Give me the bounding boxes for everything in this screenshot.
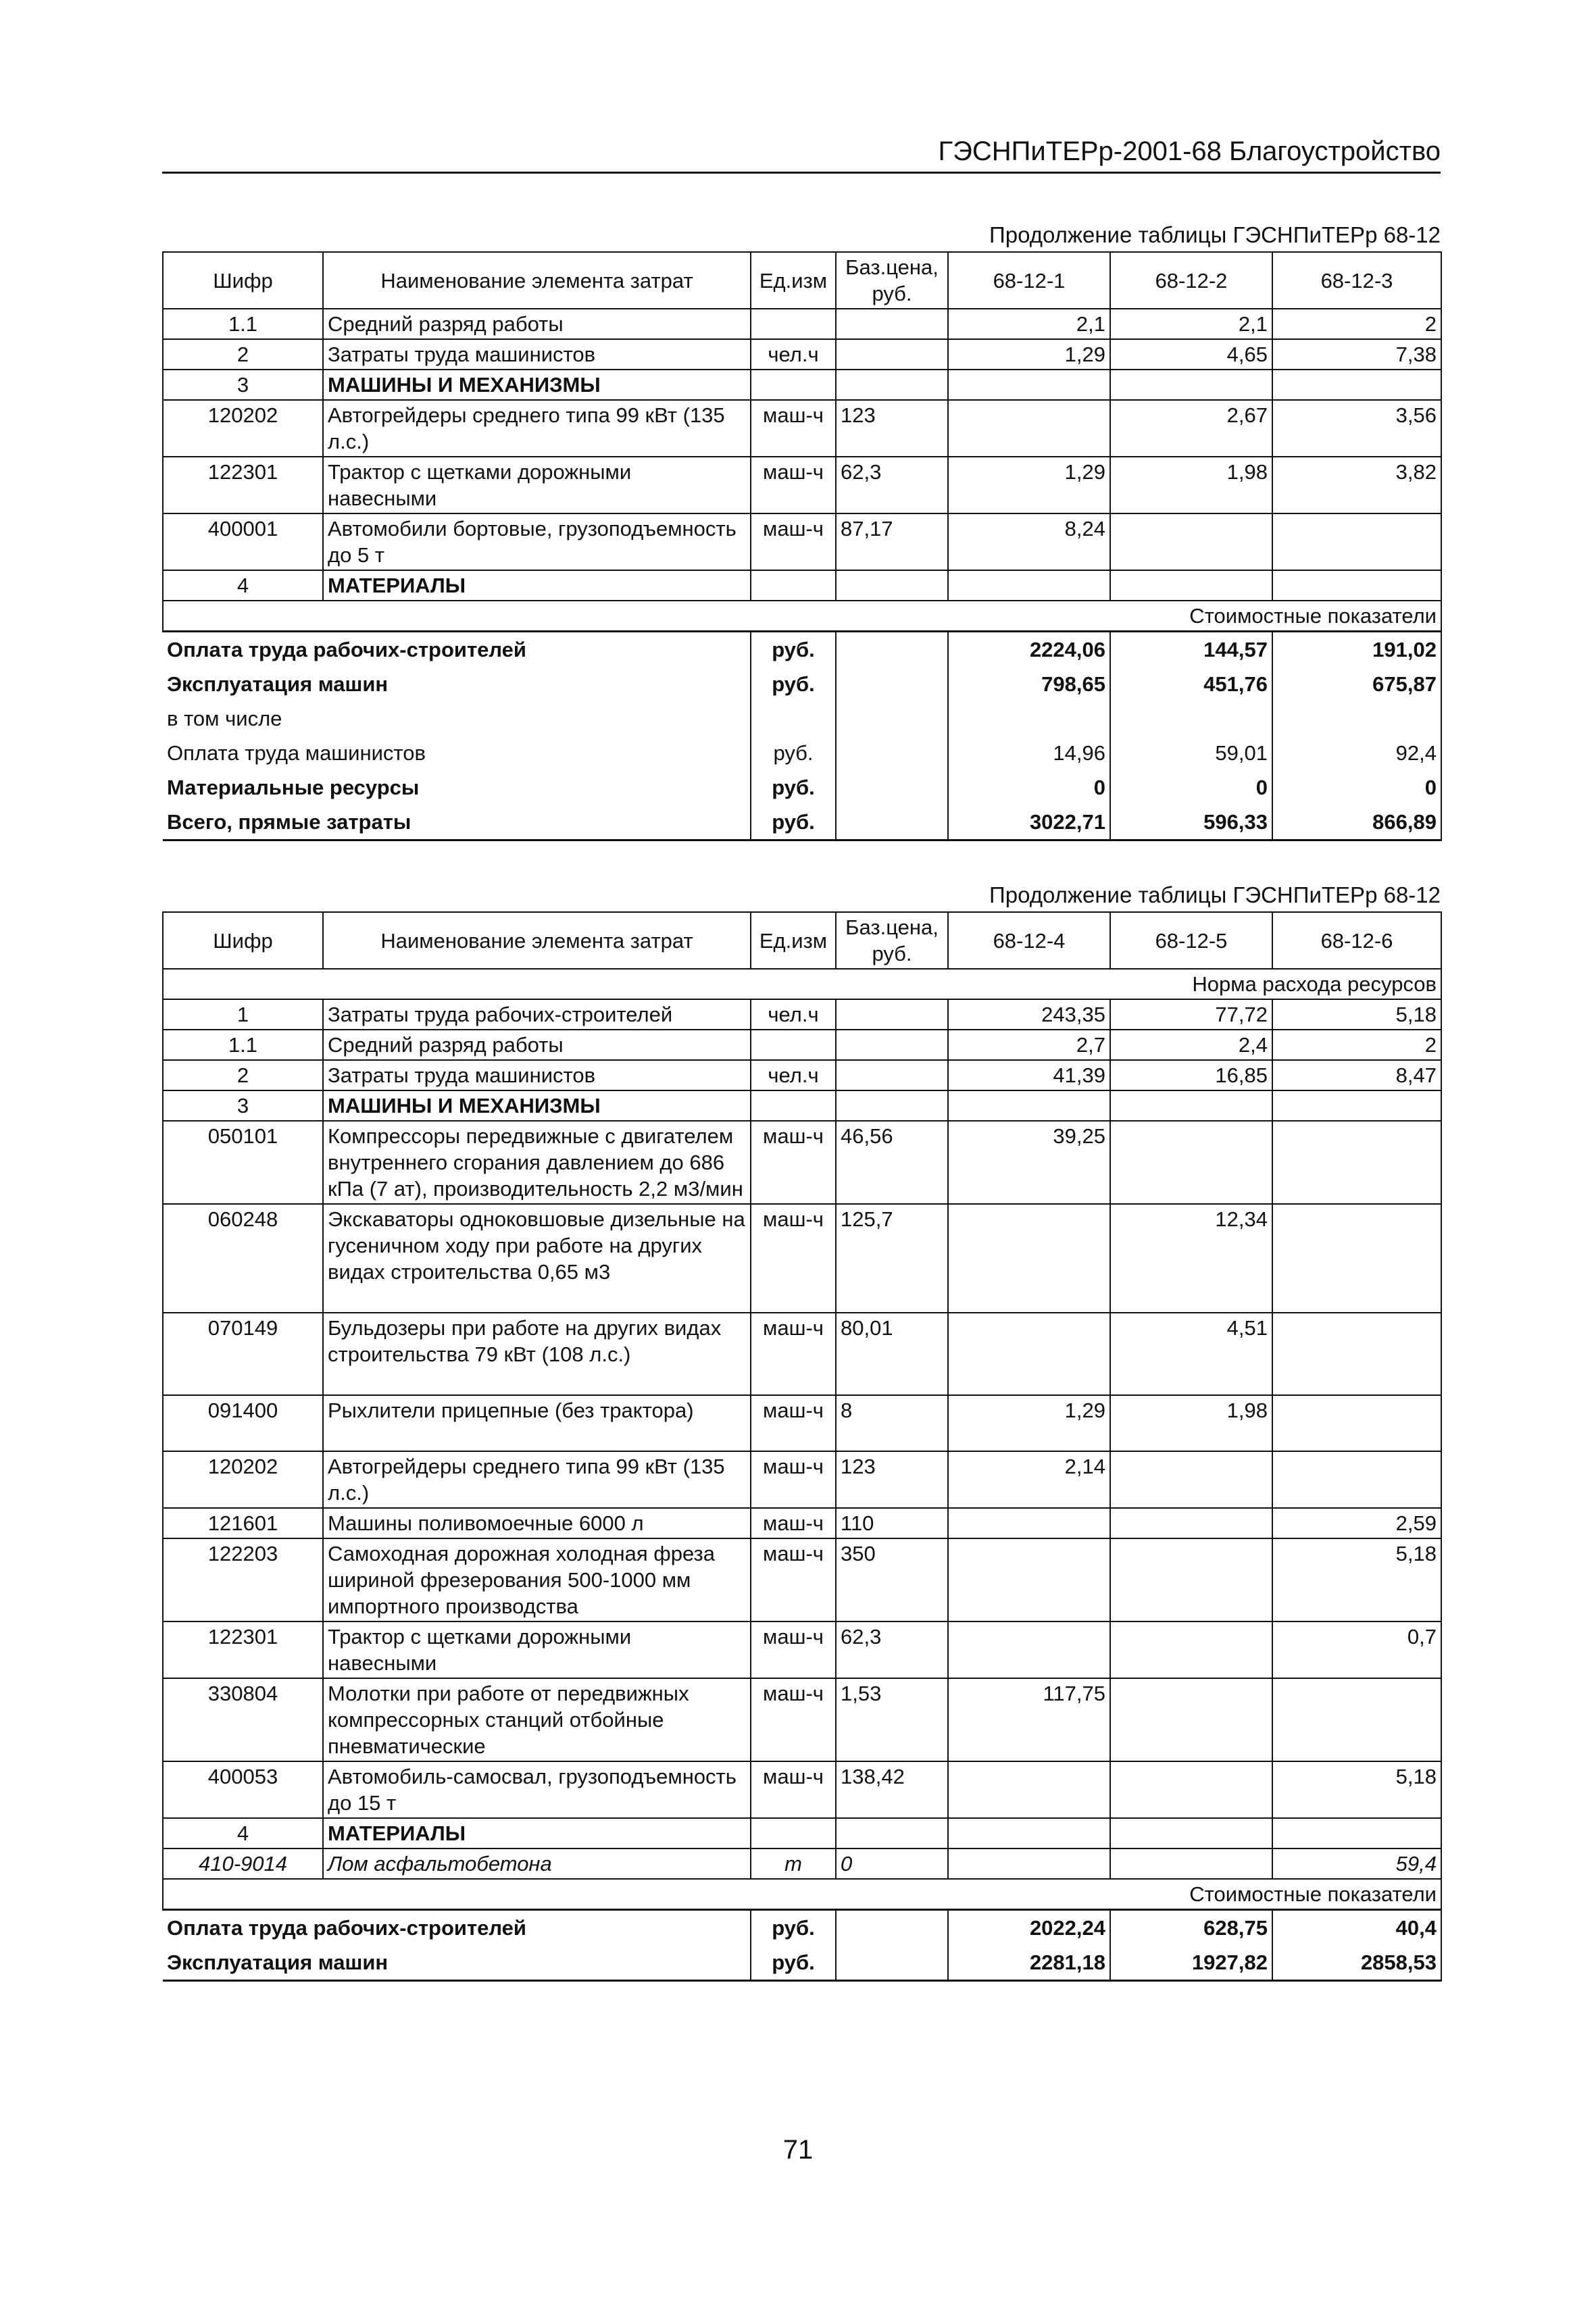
row-price: 0 bbox=[836, 1848, 948, 1879]
row-name: Трактор с щетками дорожными навесными bbox=[323, 457, 751, 513]
table-row bbox=[163, 1030, 1441, 1060]
row-name: Рыхлители прицепные (без трактора) bbox=[323, 1395, 751, 1451]
summary-value: 2224,06 bbox=[948, 632, 1110, 668]
summary-unit: руб. bbox=[751, 1910, 836, 1946]
row-price bbox=[836, 999, 948, 1030]
row-code: 120202 bbox=[163, 400, 323, 457]
row-value bbox=[1272, 1818, 1441, 1848]
row-price bbox=[836, 1030, 948, 1060]
table2-caption: Продолжение таблицы ГЭСНПиТЕРр 68-12 bbox=[989, 882, 1441, 907]
row-price: 350 bbox=[836, 1538, 948, 1621]
row-value bbox=[948, 1508, 1110, 1538]
summary-value: 2022,24 bbox=[948, 1910, 1110, 1946]
row-unit bbox=[751, 370, 836, 400]
row-value bbox=[1272, 1204, 1441, 1313]
summary-value: 866,89 bbox=[1272, 805, 1441, 840]
summary-label: Эксплуатация машин bbox=[167, 672, 389, 696]
summary-label: в том числе bbox=[167, 707, 282, 730]
row-value bbox=[1110, 1121, 1272, 1204]
row-value bbox=[948, 1538, 1110, 1621]
row-name: Бульдозеры при работе на других видах строительства 79 кВт (108 л.с.) bbox=[323, 1313, 751, 1395]
row-value bbox=[1110, 513, 1272, 570]
summary-value: 191,02 bbox=[1272, 632, 1441, 668]
row-value: 0,7 bbox=[1272, 1621, 1441, 1678]
row-name: МАТЕРИАЛЫ bbox=[323, 570, 751, 601]
row-value bbox=[1110, 1090, 1272, 1121]
row-value: 4,51 bbox=[1110, 1313, 1272, 1395]
table1 bbox=[162, 251, 1442, 841]
row-unit: чел.ч bbox=[751, 339, 836, 370]
row-price: 8 bbox=[836, 1395, 948, 1451]
row-code: 4 bbox=[163, 570, 323, 601]
row-value: 2,7 bbox=[948, 1030, 1110, 1060]
table-row bbox=[163, 1508, 1441, 1538]
row-unit bbox=[751, 570, 836, 601]
row-value bbox=[948, 1090, 1110, 1121]
row-unit: маш-ч bbox=[751, 1313, 836, 1395]
row-value: 39,25 bbox=[948, 1121, 1110, 1204]
row-value bbox=[948, 1818, 1110, 1848]
row-price: 87,17 bbox=[836, 513, 948, 570]
table-row bbox=[163, 1818, 1441, 1848]
row-unit: маш-ч bbox=[751, 1761, 836, 1818]
row-name: МАТЕРИАЛЫ bbox=[323, 1818, 751, 1848]
row-code: 121601 bbox=[163, 1508, 323, 1538]
row-name: Компрессоры передвижные с двигателем внутреннего сгорания давлением до 686 кПа (7 ат), производительность 2,2 м3/мин bbox=[323, 1121, 751, 1204]
summary-value: 14,96 bbox=[948, 736, 1110, 770]
row-name: Автогрейдеры среднего типа 99 кВт (135 л.с.) bbox=[323, 400, 751, 457]
row-price: 110 bbox=[836, 1508, 948, 1538]
summary-value: 798,65 bbox=[948, 667, 1110, 701]
summary-row bbox=[163, 632, 1441, 668]
row-value: 2,67 bbox=[1110, 400, 1272, 457]
row-value bbox=[1110, 1621, 1272, 1678]
row-price: 62,3 bbox=[836, 1621, 948, 1678]
row-price: 80,01 bbox=[836, 1313, 948, 1395]
summary-value: 675,87 bbox=[1272, 667, 1441, 701]
row-value bbox=[1272, 370, 1441, 400]
row-unit: маш-ч bbox=[751, 1451, 836, 1508]
row-value: 3,56 bbox=[1272, 400, 1441, 457]
table1-cost-section bbox=[163, 601, 1441, 632]
col-header-68-12-6: 68-12-6 bbox=[1272, 912, 1441, 969]
table-row bbox=[163, 1678, 1441, 1761]
row-value: 2,1 bbox=[1110, 309, 1272, 339]
row-code: 091400 bbox=[163, 1395, 323, 1451]
table-row bbox=[163, 309, 1441, 339]
table-row bbox=[163, 1313, 1441, 1395]
summary-unit: руб. bbox=[751, 770, 836, 805]
summary-unit: руб. bbox=[751, 632, 836, 668]
row-code: 3 bbox=[163, 370, 323, 400]
page-header: ГЭСНПиТЕРр-2001-68 Благоустройство bbox=[162, 135, 1441, 174]
table-row bbox=[163, 513, 1441, 570]
row-value: 59,4 bbox=[1272, 1848, 1441, 1879]
row-value: 2,1 bbox=[948, 309, 1110, 339]
row-name: Машины поливомоечные 6000 л bbox=[323, 1508, 751, 1538]
row-value: 1,29 bbox=[948, 1395, 1110, 1451]
row-price: 123 bbox=[836, 400, 948, 457]
row-value bbox=[1272, 1395, 1441, 1451]
row-price bbox=[836, 309, 948, 339]
summary-value: 596,33 bbox=[1110, 805, 1272, 840]
summary-value: 628,75 bbox=[1110, 1910, 1272, 1946]
row-price: 1,53 bbox=[836, 1678, 948, 1761]
col-header-price: Баз.цена, руб. bbox=[836, 252, 948, 309]
summary-value: 40,4 bbox=[1272, 1910, 1441, 1946]
row-name: МАШИНЫ И МЕХАНИЗМЫ bbox=[323, 1090, 751, 1121]
col-header-68-12-3: 68-12-3 bbox=[1272, 252, 1441, 309]
summary-value: 3022,71 bbox=[948, 805, 1110, 840]
row-value bbox=[948, 1848, 1110, 1879]
summary-label: Эксплуатация машин bbox=[163, 1945, 751, 1981]
summary-value: 144,57 bbox=[1110, 632, 1272, 668]
row-value: 117,75 bbox=[948, 1678, 1110, 1761]
row-name: Затраты труда рабочих-строителей bbox=[323, 999, 751, 1030]
row-code: 122203 bbox=[163, 1538, 323, 1621]
row-value: 77,72 bbox=[1110, 999, 1272, 1030]
resource-norm-banner: Норма расхода ресурсов bbox=[163, 969, 1441, 999]
row-price: 46,56 bbox=[836, 1121, 948, 1204]
summary-value bbox=[948, 701, 1110, 736]
row-price bbox=[836, 570, 948, 601]
row-unit bbox=[751, 1090, 836, 1121]
row-name: МАШИНЫ И МЕХАНИЗМЫ bbox=[323, 370, 751, 400]
col-header-68-12-5: 68-12-5 bbox=[1110, 912, 1272, 969]
summary-value: 0 bbox=[948, 770, 1110, 805]
table-row bbox=[163, 400, 1441, 457]
row-value bbox=[1272, 1090, 1441, 1121]
row-price: 138,42 bbox=[836, 1761, 948, 1818]
table1-body bbox=[163, 309, 1441, 601]
table-row bbox=[163, 570, 1441, 601]
table-row bbox=[163, 1451, 1441, 1508]
row-name: Лом асфальтобетона bbox=[323, 1848, 751, 1879]
row-price: 123 bbox=[836, 1451, 948, 1508]
summary-price bbox=[836, 632, 948, 668]
table-row bbox=[163, 1060, 1441, 1090]
page-number: 71 bbox=[782, 2135, 814, 2165]
row-value bbox=[1110, 1678, 1272, 1761]
cost-indicators-banner: Стоимостные показатели bbox=[163, 601, 1441, 632]
row-code: 400001 bbox=[163, 513, 323, 570]
summary-label: Всего, прямые затраты bbox=[163, 805, 751, 840]
row-code: 2 bbox=[163, 339, 323, 370]
summary-row bbox=[163, 770, 1441, 805]
summary-label: Оплата труда рабочих-строителей bbox=[163, 632, 751, 668]
row-value bbox=[1110, 1761, 1272, 1818]
row-code: 1.1 bbox=[163, 309, 323, 339]
summary-price bbox=[836, 667, 948, 701]
col-header-price: Баз.цена, руб. bbox=[836, 912, 948, 969]
row-code: 060248 bbox=[163, 1204, 323, 1313]
table-row bbox=[163, 999, 1441, 1030]
table-row bbox=[163, 1121, 1441, 1204]
row-value: 2,4 bbox=[1110, 1030, 1272, 1060]
row-value: 5,18 bbox=[1272, 1538, 1441, 1621]
row-name: Автомобили бортовые, грузоподъемность до 5 т bbox=[323, 513, 751, 570]
summary-value bbox=[1110, 701, 1272, 736]
col-header-68-12-1: 68-12-1 bbox=[948, 252, 1110, 309]
row-name: Экскаваторы одноковшовые дизельные на гусеничном ходу при работе на других видах строительства 0,65 м3 bbox=[323, 1204, 751, 1313]
row-price bbox=[836, 370, 948, 400]
row-value: 2 bbox=[1272, 309, 1441, 339]
row-unit: маш-ч bbox=[751, 513, 836, 570]
row-unit: маш-ч bbox=[751, 1204, 836, 1313]
row-value bbox=[1272, 570, 1441, 601]
row-value: 1,29 bbox=[948, 457, 1110, 513]
summary-unit: руб. bbox=[751, 667, 836, 701]
row-value: 8,47 bbox=[1272, 1060, 1441, 1090]
row-unit: маш-ч bbox=[751, 1538, 836, 1621]
table-row bbox=[163, 457, 1441, 513]
row-value: 2,59 bbox=[1272, 1508, 1441, 1538]
row-price bbox=[836, 1090, 948, 1121]
row-unit bbox=[751, 1818, 836, 1848]
summary-value: 0 bbox=[1110, 770, 1272, 805]
row-value bbox=[948, 1204, 1110, 1313]
row-name: Затраты труда машинистов bbox=[323, 339, 751, 370]
col-header-name: Наименование элемента затрат bbox=[323, 252, 751, 309]
row-value: 7,38 bbox=[1272, 339, 1441, 370]
row-value bbox=[1272, 1121, 1441, 1204]
row-value bbox=[1272, 1313, 1441, 1395]
summary-row bbox=[163, 805, 1441, 840]
row-value: 5,18 bbox=[1272, 1761, 1441, 1818]
summary-unit: руб. bbox=[751, 805, 836, 840]
row-value: 41,39 bbox=[948, 1060, 1110, 1090]
col-header-code: Шифр bbox=[163, 252, 323, 309]
table-row bbox=[163, 1204, 1441, 1313]
table2-summary bbox=[163, 1910, 1441, 1981]
row-value: 12,34 bbox=[1110, 1204, 1272, 1313]
row-value bbox=[948, 1313, 1110, 1395]
row-name: Автогрейдеры среднего типа 99 кВт (135 л.с.) bbox=[323, 1451, 751, 1508]
row-value bbox=[948, 1621, 1110, 1678]
row-code: 400053 bbox=[163, 1761, 323, 1818]
row-code: 4 bbox=[163, 1818, 323, 1848]
row-value: 243,35 bbox=[948, 999, 1110, 1030]
summary-unit: руб. bbox=[751, 1945, 836, 1981]
row-unit: чел.ч bbox=[751, 1060, 836, 1090]
summary-value: 0 bbox=[1272, 770, 1441, 805]
row-value bbox=[948, 400, 1110, 457]
row-value: 1,98 bbox=[1110, 457, 1272, 513]
row-value bbox=[1272, 513, 1441, 570]
row-code: 410-9014 bbox=[163, 1848, 323, 1879]
table-row bbox=[163, 1538, 1441, 1621]
summary-row bbox=[163, 667, 1441, 701]
summary-price bbox=[836, 1945, 948, 1981]
row-value: 8,24 bbox=[948, 513, 1110, 570]
row-unit bbox=[751, 1030, 836, 1060]
summary-price bbox=[836, 1910, 948, 1946]
table-row bbox=[163, 1395, 1441, 1451]
summary-price bbox=[836, 770, 948, 805]
row-name: Молотки при работе от передвижных компрессорных станций отбойные пневматические bbox=[323, 1678, 751, 1761]
table-row bbox=[163, 370, 1441, 400]
summary-label: Оплата труда машинистов bbox=[167, 741, 426, 765]
row-value bbox=[1110, 1508, 1272, 1538]
row-value bbox=[1110, 1818, 1272, 1848]
row-unit: маш-ч bbox=[751, 1121, 836, 1204]
row-value: 3,82 bbox=[1272, 457, 1441, 513]
row-code: 1 bbox=[163, 999, 323, 1030]
summary-row bbox=[163, 1910, 1441, 1946]
row-value bbox=[948, 570, 1110, 601]
row-value: 16,85 bbox=[1110, 1060, 1272, 1090]
row-unit: маш-ч bbox=[751, 1621, 836, 1678]
row-name: Автомобиль-самосвал, грузоподъемность до 15 т bbox=[323, 1761, 751, 1818]
row-price: 125,7 bbox=[836, 1204, 948, 1313]
row-value: 4,65 bbox=[1110, 339, 1272, 370]
summary-value: 2858,53 bbox=[1272, 1945, 1441, 1981]
summary-row bbox=[163, 701, 1441, 736]
row-value bbox=[1110, 570, 1272, 601]
row-code: 120202 bbox=[163, 1451, 323, 1508]
row-unit: маш-ч bbox=[751, 457, 836, 513]
row-code: 050101 bbox=[163, 1121, 323, 1204]
summary-price bbox=[836, 736, 948, 770]
table2-cost-section bbox=[163, 1879, 1441, 1910]
row-value: 1,29 bbox=[948, 339, 1110, 370]
summary-row bbox=[163, 736, 1441, 770]
table-row bbox=[163, 1621, 1441, 1678]
summary-value: 2281,18 bbox=[948, 1945, 1110, 1981]
row-unit: маш-ч bbox=[751, 1678, 836, 1761]
summary-row bbox=[163, 1945, 1441, 1981]
col-header-name: Наименование элемента затрат bbox=[323, 912, 751, 969]
row-value bbox=[1272, 1451, 1441, 1508]
row-value bbox=[1110, 370, 1272, 400]
summary-label: Материальные ресурсы bbox=[167, 776, 420, 799]
row-value bbox=[1110, 1848, 1272, 1879]
row-value: 2 bbox=[1272, 1030, 1441, 1060]
row-value: 2,14 bbox=[948, 1451, 1110, 1508]
summary-value: 1927,82 bbox=[1110, 1945, 1272, 1981]
row-unit: маш-ч bbox=[751, 1508, 836, 1538]
summary-price bbox=[836, 805, 948, 840]
row-name: Самоходная дорожная холодная фреза шириной фрезерования 500-1000 мм импортного производства bbox=[323, 1538, 751, 1621]
col-header-unit: Ед.изм bbox=[751, 912, 836, 969]
row-price bbox=[836, 1818, 948, 1848]
summary-value: 451,76 bbox=[1110, 667, 1272, 701]
row-unit: маш-ч bbox=[751, 400, 836, 457]
summary-value: 59,01 bbox=[1110, 736, 1272, 770]
row-value: 5,18 bbox=[1272, 999, 1441, 1030]
table-row bbox=[163, 1761, 1441, 1818]
row-name: Затраты труда машинистов bbox=[323, 1060, 751, 1090]
col-header-68-12-4: 68-12-4 bbox=[948, 912, 1110, 969]
col-header-68-12-2: 68-12-2 bbox=[1110, 252, 1272, 309]
cost-indicators-banner: Стоимостные показатели bbox=[163, 1879, 1441, 1910]
row-value bbox=[1110, 1451, 1272, 1508]
row-value bbox=[1110, 1538, 1272, 1621]
row-name: Средний разряд работы bbox=[323, 309, 751, 339]
row-unit: маш-ч bbox=[751, 1395, 836, 1451]
summary-price bbox=[836, 701, 948, 736]
summary-value: 92,4 bbox=[1272, 736, 1441, 770]
table-row bbox=[163, 339, 1441, 370]
table2-body bbox=[163, 999, 1441, 1879]
summary-unit bbox=[751, 701, 836, 736]
row-unit: т bbox=[751, 1848, 836, 1879]
row-code: 070149 bbox=[163, 1313, 323, 1395]
col-header-unit: Ед.изм bbox=[751, 252, 836, 309]
row-unit: чел.ч bbox=[751, 999, 836, 1030]
row-price bbox=[836, 339, 948, 370]
summary-label: Оплата труда рабочих-строителей bbox=[163, 1910, 751, 1946]
table1-caption: Продолжение таблицы ГЭСНПиТЕРр 68-12 bbox=[989, 222, 1441, 247]
row-value bbox=[948, 1761, 1110, 1818]
summary-unit: руб. bbox=[751, 736, 836, 770]
row-value bbox=[948, 370, 1110, 400]
table1-summary bbox=[163, 632, 1441, 840]
row-code: 2 bbox=[163, 1060, 323, 1090]
row-value bbox=[1272, 1678, 1441, 1761]
row-code: 330804 bbox=[163, 1678, 323, 1761]
row-code: 3 bbox=[163, 1090, 323, 1121]
table2 bbox=[162, 911, 1442, 1982]
row-code: 122301 bbox=[163, 457, 323, 513]
table-row bbox=[163, 1848, 1441, 1879]
table-row bbox=[163, 1090, 1441, 1121]
row-name: Трактор с щетками дорожными навесными bbox=[323, 1621, 751, 1678]
row-name: Средний разряд работы bbox=[323, 1030, 751, 1060]
row-code: 122301 bbox=[163, 1621, 323, 1678]
summary-value bbox=[1272, 701, 1441, 736]
row-code: 1.1 bbox=[163, 1030, 323, 1060]
row-price bbox=[836, 1060, 948, 1090]
row-unit bbox=[751, 309, 836, 339]
row-value: 1,98 bbox=[1110, 1395, 1272, 1451]
col-header-code: Шифр bbox=[163, 912, 323, 969]
row-price: 62,3 bbox=[836, 457, 948, 513]
